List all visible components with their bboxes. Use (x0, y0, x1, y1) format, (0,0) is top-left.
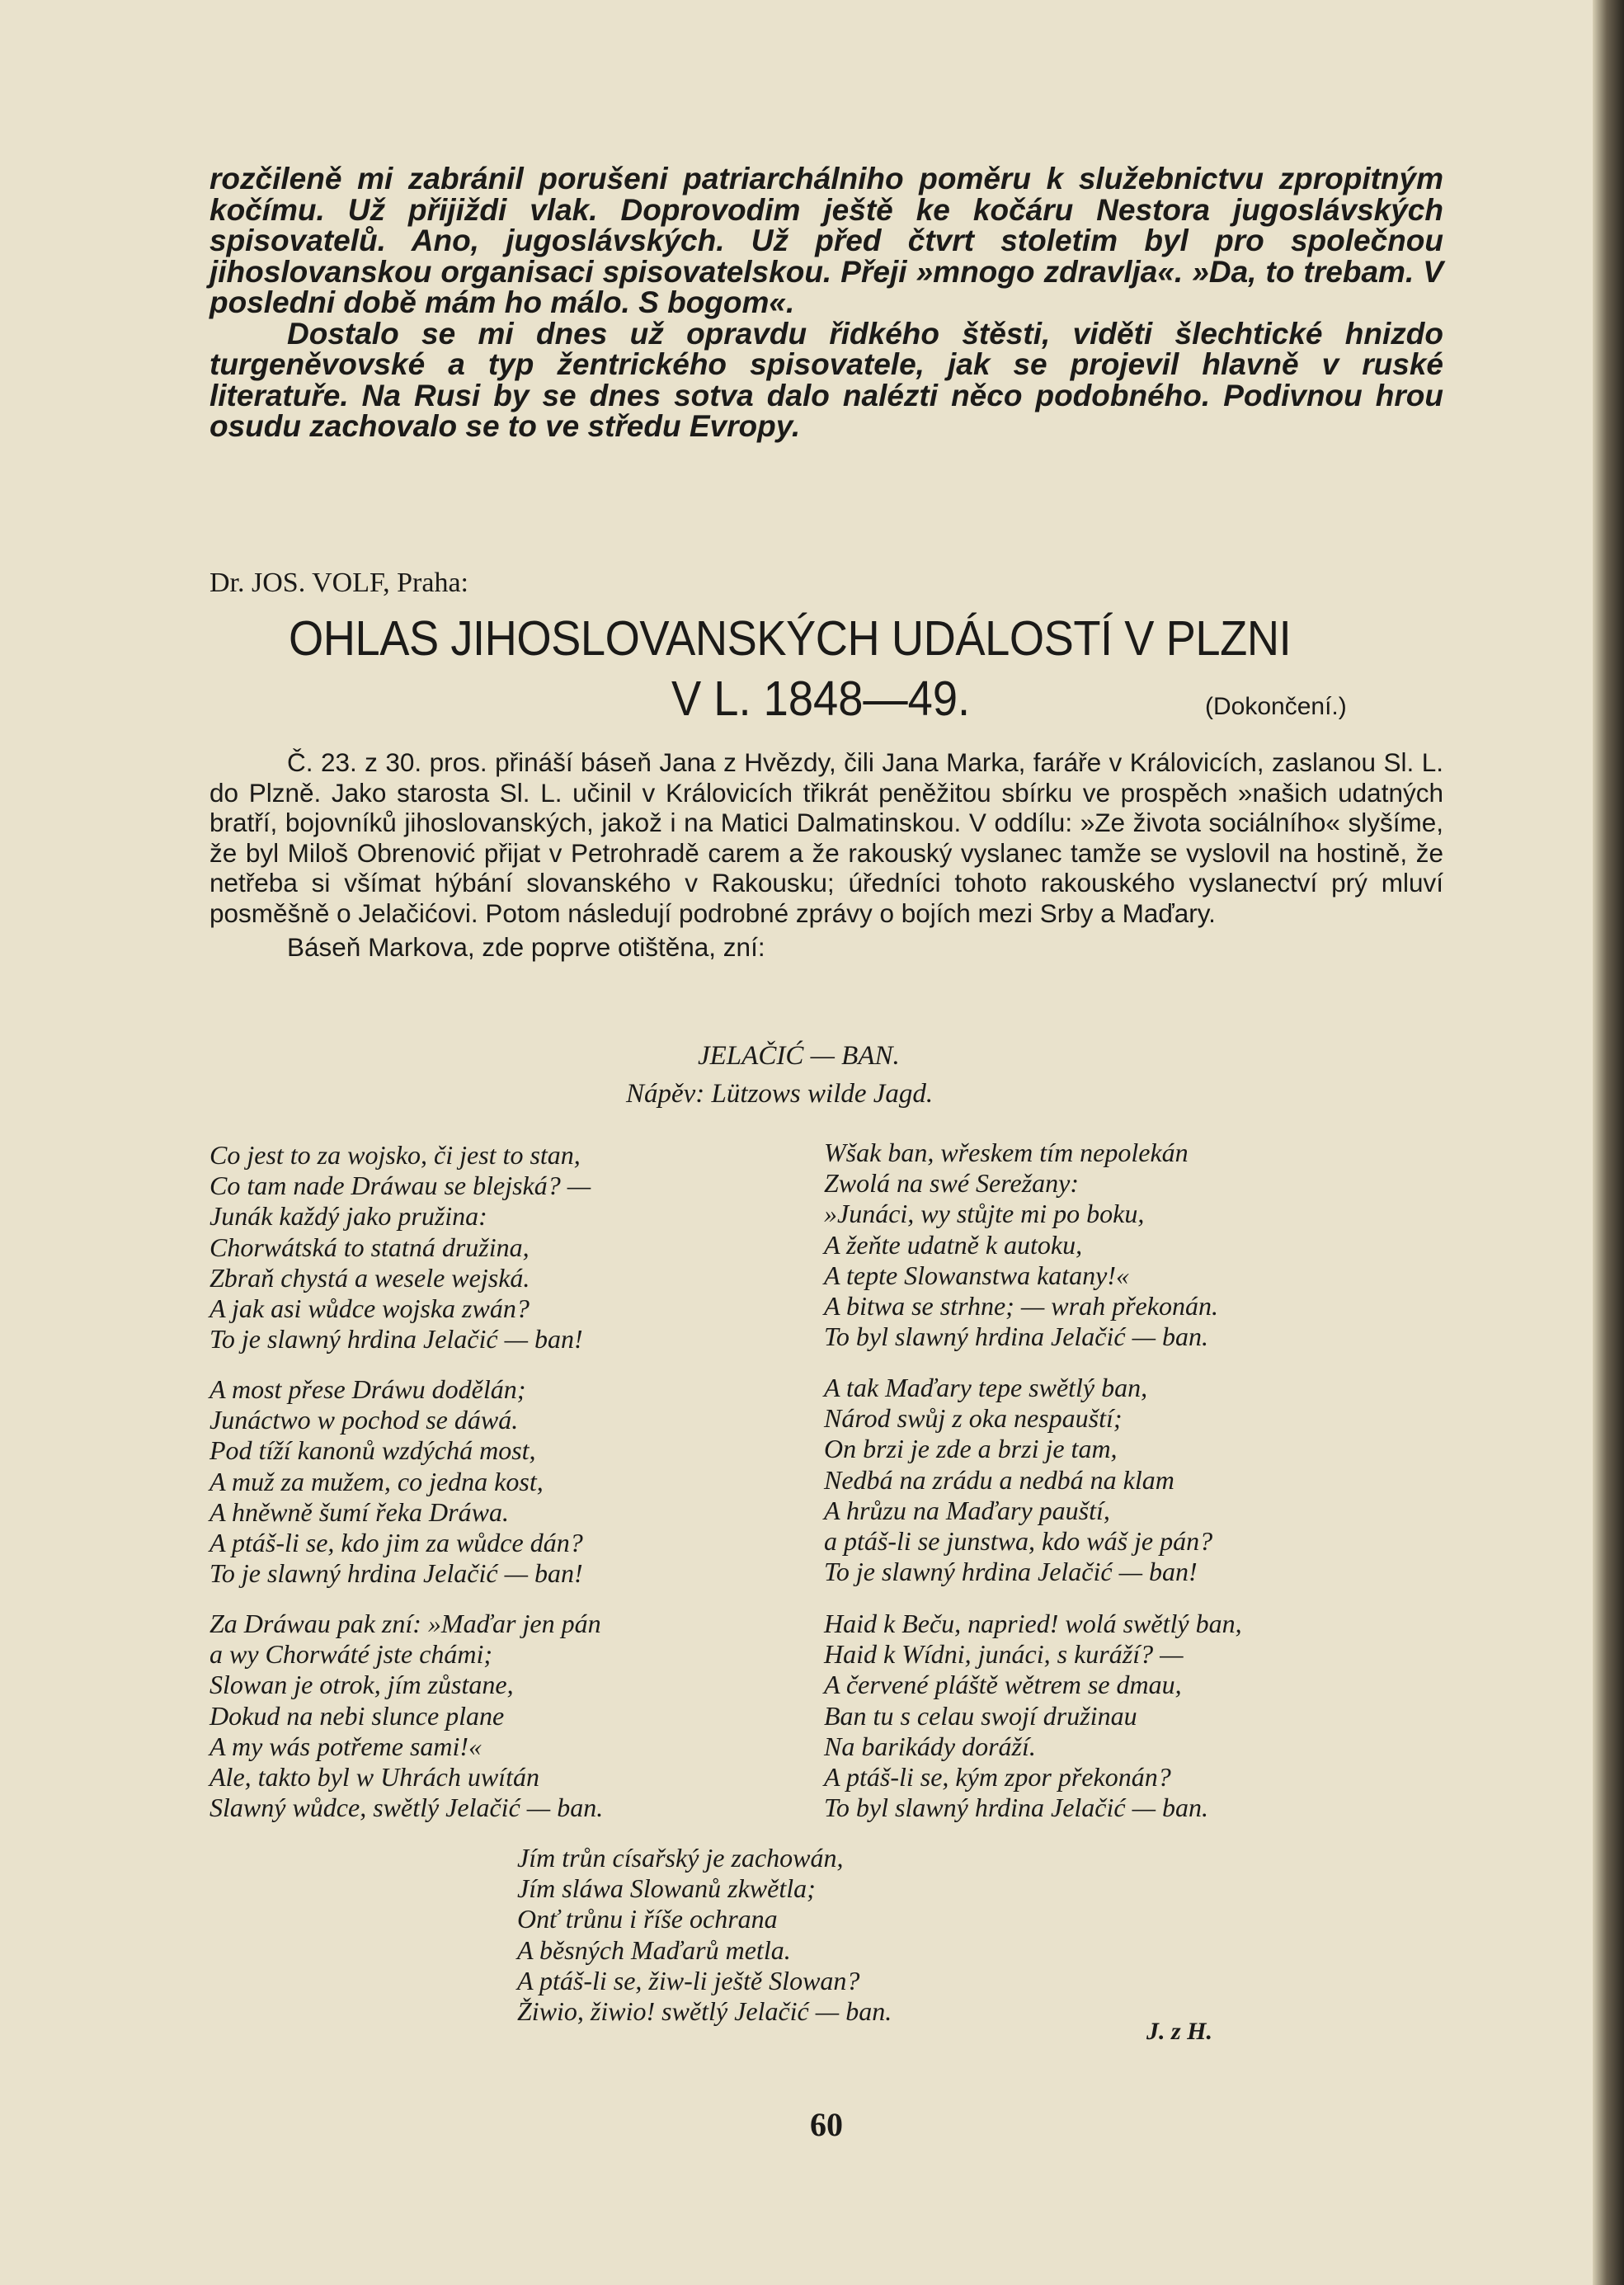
stanza-2 (824, 1138, 1218, 1352)
poem-line: To byl slawný hrdina Jelačić — ban. (824, 1793, 1209, 1823)
poem-line: A hrůzu na Maďary pauští, (824, 1495, 1110, 1525)
poem-line: a wy Chorwáté jste chámi; (209, 1639, 493, 1670)
continuation-note: (Dokončení.) (1205, 693, 1347, 720)
poem-line: A tak Maďary tepe swětlý ban, (824, 1373, 1148, 1402)
poem-title: JELAČIĆ — BAN. (698, 1041, 900, 1071)
poem-line: Co tam nade Dráwau se blejská? — (209, 1171, 591, 1201)
author-byline: Dr. JOS. VOLF, Praha: (209, 568, 469, 598)
stanza-3 (209, 1374, 583, 1589)
poem-line: Jím sláwa Slowanů zkwětla; (517, 1873, 816, 1904)
stanza-6 (824, 1609, 1242, 1823)
poem-line: Chorwátská to statná družina, (209, 1232, 530, 1262)
poem-line: Wšak ban, wřeskem tím nepolekán (824, 1138, 1189, 1167)
poem-line: A ptáš-li se, kdo jim za wůdce dán? (209, 1528, 583, 1558)
poem-line: Ale, takto byl w Uhrách uwítán (209, 1762, 539, 1793)
poem-line: Onť trůnu i říše ochrana (517, 1904, 778, 1934)
poem-line: A most přese Dráwu dodělán; (209, 1374, 526, 1404)
poem-line: To je slawný hrdina Jelačić — ban! (209, 1324, 583, 1355)
poem-line: Zwolá na swé Serežany: (824, 1168, 1080, 1199)
poem-line: To je slawný hrdina Jelačić — ban! (824, 1557, 1198, 1587)
poem-line: Junák každý jako pružina: (209, 1201, 487, 1232)
poem-line: A hněwně šumí řeka Dráwa. (209, 1496, 509, 1527)
poem-line: Jím trůn císařský je zachowán, (517, 1843, 844, 1873)
poem-line: To je slawný hrdina Jelačić — ban! (209, 1558, 583, 1589)
poem-line: Slowan je otrok, jím zůstane, (209, 1670, 514, 1700)
poem-line: On brzi je zde a brzi je tam, (824, 1434, 1118, 1464)
poem-line: Za Dráwau pak zní: »Maďar jen pán (209, 1609, 601, 1638)
article-title-line-1: OHLAS JIHOSLOVANSKÝCH UDÁLOSTÍ V PLZNI (289, 611, 1292, 666)
page-number: 60 (810, 2106, 843, 2143)
poem-line: Haid k Wídni, junáci, s kuráží? — (824, 1639, 1184, 1670)
poem-line: A my wás potřeme sami!« (209, 1731, 482, 1761)
stanza-7 (517, 1843, 892, 2027)
poem-line: A bitwa se strhne; — wrah překonán. (824, 1291, 1218, 1322)
intro-paragraph-2: Dostalo se mi dnes už opravdu řidkého štěsti, viděti šlechtické hnizdo turgeněvovské a typ žentrického spisovatele, jak se projevil hlavně v ruské literatuře. Na Rusi by se dnes sotva dalo nalézti něco podobného. Podivnou hrou osudu zachovalo se to ve středu Evropy. (209, 316, 1443, 443)
poem-line: Junáctwo w pochod se dáwá. (209, 1405, 519, 1435)
poem-line: Haid k Beču, napried! wolá swětlý ban, (824, 1609, 1242, 1638)
poem-line: A tepte Slowanstwa katany!« (824, 1260, 1130, 1290)
article-paragraph-1: Č. 23. z 30. pros. přináší báseň Jana z Hvězdy, čili Jana Marka, faráře v Královicích, zaslanou Sl. L. do Plzně. Jako starosta Sl. L. učinil v Královicích třikrát peněžitou sbírku ve prospěch »našich udatných bratří, bojovníků jihoslovanských, jakož i na Matici Dalmatinskou. V oddílu: »Ze života sociálního« slyšíme, že byl Miloš Obrenović přijat v Petrohradě carem a že rakouský vyslanec tamže se vyslovil na hostině, že netřeba si všímat hýbání slovanského v Rakousku; úředníci tohoto rakouského vyslanectví prý mluví posměšně o Jelačićovi. Potom následují podrobné zprávy o bojích mezi Srby a Maďary. (209, 747, 1443, 928)
poem-line: A ptáš-li se, kým zpor překonán? (824, 1762, 1171, 1793)
poem-line: A běsných Maďarů metla. (517, 1934, 791, 1965)
poem-line: Na barikády doráží. (824, 1731, 1036, 1761)
poem-line: A žeňte udatně k autoku, (824, 1229, 1083, 1260)
poem-line: A muž za mužem, co jedna kost, (209, 1466, 544, 1496)
stanza-1 (209, 1140, 591, 1355)
poem-line: To byl slawný hrdina Jelačić — ban. (824, 1322, 1209, 1352)
poem-line: a ptáš-li se junstwa, kdo wáš je pán? (824, 1526, 1213, 1557)
poem-signature: J. z H. (1146, 2018, 1213, 2045)
poem-introduction: Báseň Markova, zde poprve otištěna, zní: (287, 932, 765, 962)
article-title-line-2: V L. 1848—49. (671, 671, 971, 726)
poem-line: Ban tu s celau swojí družinau (824, 1700, 1137, 1731)
poem-line: A ptáš-li se, žiw-li ještě Slowan? (517, 1965, 860, 1995)
stanza-4 (824, 1373, 1212, 1587)
poem-line: Dokud na nebi slunce plane (209, 1700, 505, 1731)
intro-paragraph-1: rozčileně mi zabránil porušeni patriarchálniho poměru k služebnictvu zpropitným kočímu. Už přijiždi vlak. Doprovodim ještě ke kočáru Nestora jugoslávských spisovatelů. Ano, jugoslávských. Už před čtvrt stoletim byl pro společnou jihoslovanskou organisaci spisovatelskou. Přeji »mnogo zdravlja«. »Da, to trebam. V posledni době mám ho málo. S bogom«. (209, 162, 1443, 319)
poem-line: Slawný wůdce, swětlý Jelačić — ban. (209, 1793, 604, 1823)
poem-line: A jak asi wůdce wojska zwán? (209, 1293, 530, 1324)
poem-line: A červené pláště wětrem se dmau, (824, 1670, 1182, 1700)
stanza-5 (209, 1609, 603, 1823)
poem-line: »Junáci, wy stůjte mi po boku, (824, 1199, 1145, 1229)
page-binding-edge (1593, 0, 1624, 2285)
poem-line: Národ swůj z oka nespauští; (824, 1403, 1123, 1434)
intro-continuation (209, 163, 1443, 442)
poem-line: Zbraň chystá a wesele wejská. (209, 1262, 530, 1293)
poem-tune: Nápěv: Lützows wilde Jagd. (626, 1079, 934, 1109)
poem-line: Pod tíží kanonů wzdýchá most, (209, 1435, 536, 1466)
article-body (209, 747, 1443, 963)
poem-line: Co jest to za wojsko, či jest to stan, (209, 1140, 581, 1170)
poem-line: Nedbá na zrádu a nedbá na klam (824, 1464, 1174, 1495)
poem-line: Žiwio, žiwio! swětlý Jelačić — ban. (517, 1996, 892, 2027)
